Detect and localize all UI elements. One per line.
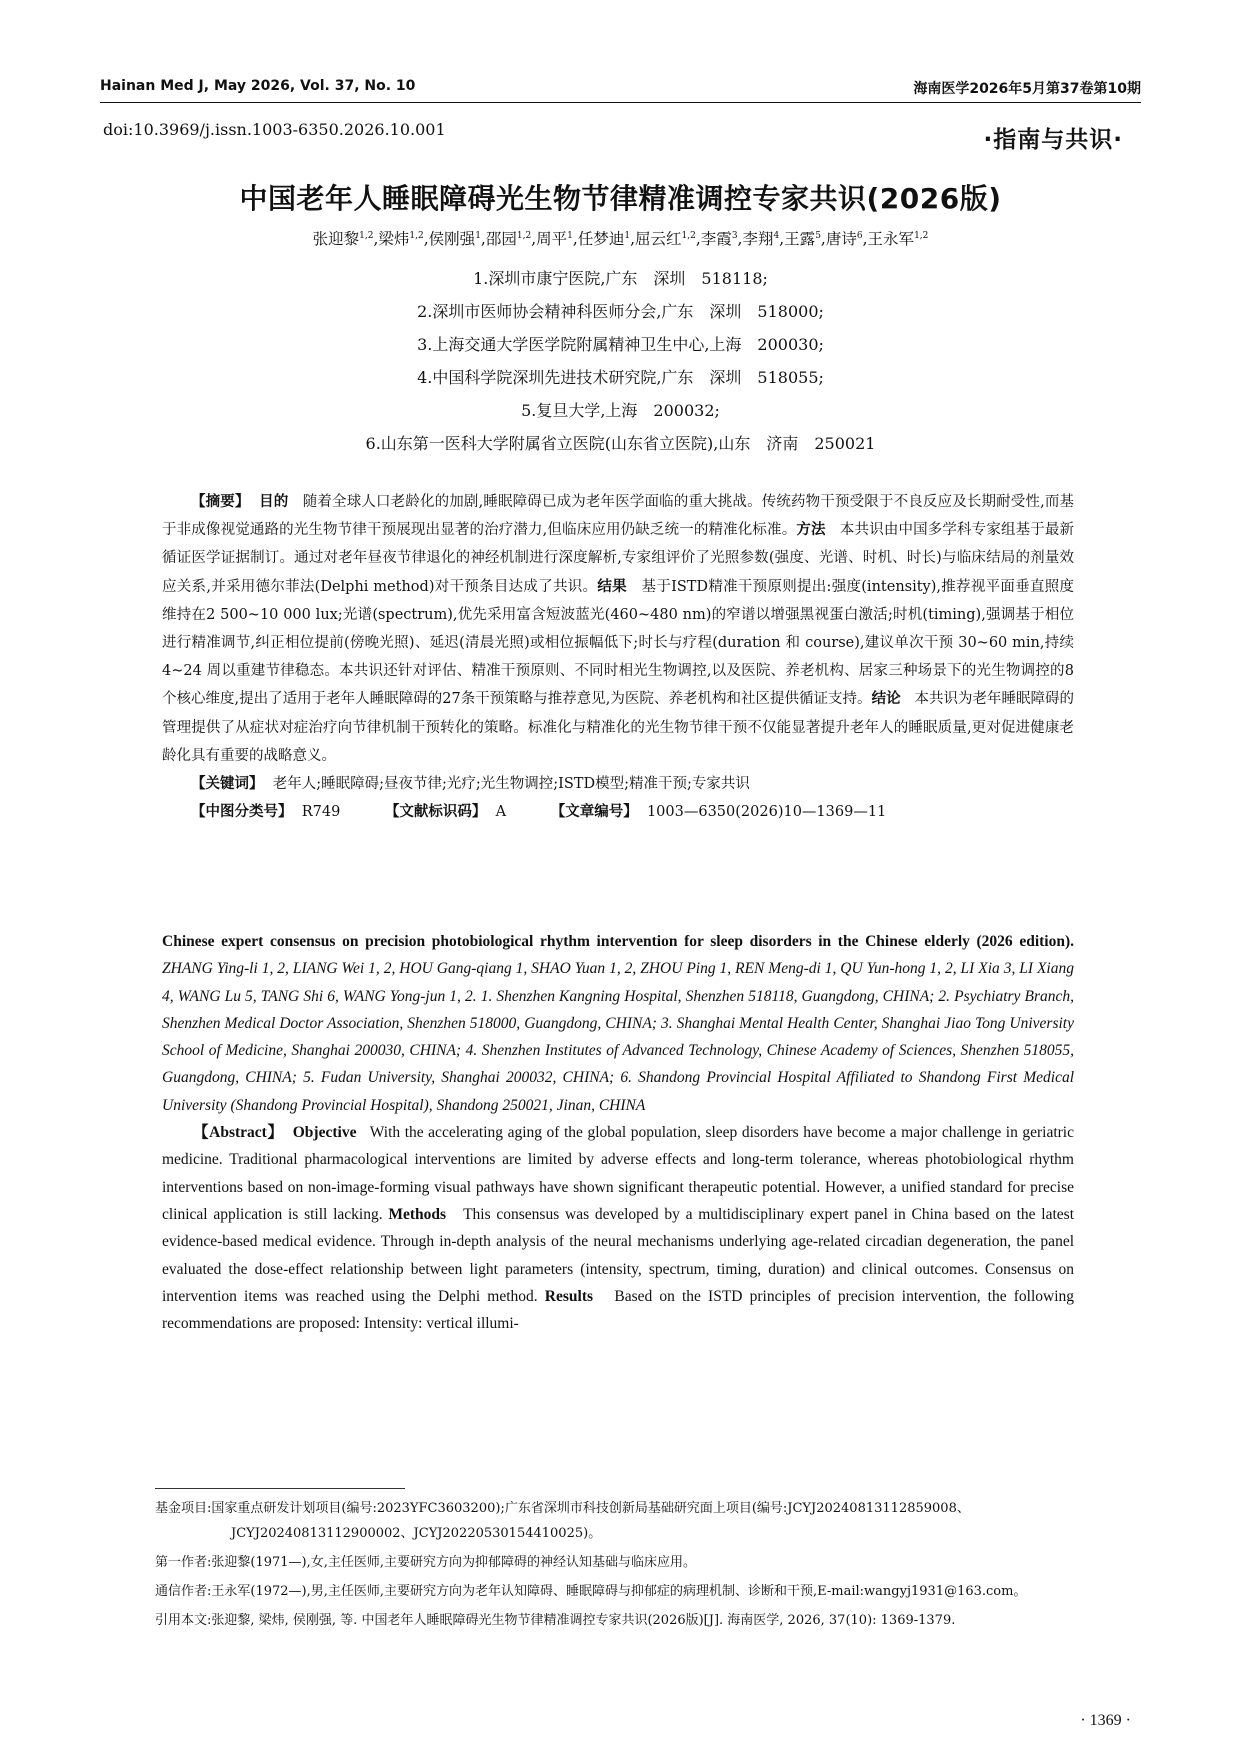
author-name: 邵园 bbox=[485, 230, 517, 249]
author bbox=[826, 230, 863, 248]
running-header bbox=[100, 76, 1141, 103]
footnote-divider bbox=[155, 1488, 405, 1489]
header-journal-cn: 海南医学2026年5月第37卷第10期 bbox=[913, 81, 1141, 97]
author bbox=[429, 230, 481, 248]
author-name: 梁炜 bbox=[378, 230, 410, 249]
en-results-label: Results bbox=[544, 1287, 594, 1305]
author bbox=[313, 230, 374, 248]
author-name: 周平 bbox=[536, 230, 568, 249]
cite-label: 引用本文: bbox=[155, 1613, 212, 1628]
author bbox=[635, 230, 696, 248]
author-name: 张迎黎 bbox=[312, 230, 360, 249]
cn-objective-text: 随着全球人口老龄化的加剧,睡眠障碍已成为老年医学面临的重大挑战。传统药物干预受限于不良反应及长期耐受性,而基于非成像视觉通路的光生物节律干预展现出显著的治疗潜力,但临床应用仍缺乏统一的精准化标准。 bbox=[162, 494, 1075, 539]
article-no-label: 【文章编号】 bbox=[550, 804, 638, 821]
affiliation: 6.山东第一医科大学附属省立医院(山东省立医院),山东 济南 250021 bbox=[365, 434, 876, 453]
en-objective-label: Objective bbox=[292, 1124, 357, 1142]
cn-abstract-body bbox=[162, 488, 1074, 770]
author bbox=[536, 230, 573, 248]
affiliation: 4.中国科学院深圳先进技术研究院,广东 深圳 518055; bbox=[417, 368, 824, 387]
author-affiliation-marker: 4 bbox=[773, 231, 780, 241]
cn-results-text: 基于ISTD精准干预原则提出:强度(intensity),推荐视平面垂直照度维持在2 500~10 000 lux;光谱(spectrum),优先采用富含短波蓝光(460~480 nm)的窄谱以增强黑视蛋白激活;时机(timing),强调基于相位进行精准调节,纠正相位提前(傍晚光照)、延迟(清晨光照)或相位振幅低下;时长与疗程(duration 和 course),建议单次干预 30~60 min,持续 4~24 周以重建节律稳态。本共识还针对评估、精准干预原则、不同时相光生物调控,以及医院、养老机构、居家三种场景下的光生物调控的8个核心维度,提出了适用于老年人睡眠障碍的27条干预策略与推荐意见,为医院、养老机构和社区提供循证支持。 bbox=[162, 578, 1075, 708]
fund-label: 基金项目: bbox=[155, 1501, 212, 1516]
author bbox=[701, 230, 738, 248]
author bbox=[742, 230, 779, 248]
corr-label: 通信作者: bbox=[155, 1584, 212, 1599]
en-methods-label: Methods bbox=[388, 1205, 447, 1223]
footnotes bbox=[155, 1496, 1131, 1637]
en-abstract-label: 【Abstract】 bbox=[193, 1124, 284, 1142]
author-affiliation-marker: 1,2 bbox=[359, 231, 374, 241]
citation-note bbox=[155, 1608, 1131, 1633]
header-journal-en: Hainan Med J, May 2026, Vol. 37, No. 10 bbox=[100, 78, 416, 94]
author-name: 李翔 bbox=[742, 230, 774, 249]
classification-row bbox=[162, 798, 1074, 826]
doi[interactable]: doi:10.3969/j.issn.1003-6350.2026.10.001 bbox=[103, 120, 446, 139]
english-abstract-block bbox=[162, 928, 1074, 1337]
cn-results-label: 结果 bbox=[597, 578, 627, 595]
clc-label: 【中图分类号】 bbox=[191, 804, 293, 821]
author-affiliation-marker: 1,2 bbox=[914, 231, 929, 241]
keywords-text: 老年人;睡眠障碍;昼夜节律;光疗;光生物调控;ISTD模型;精准干预;专家共识 bbox=[272, 776, 750, 793]
en-authors-affiliations: ZHANG Ying-li 1, 2, LIANG Wei 1, 2, HOU Gang-qiang 1, SHAO Yuan 1, 2, ZHOU Ping 1, REN Meng-di 1, QU Yun-hong 1, 2, LI Xia 3, LI Xiang 4, WANG Lu 5, TANG Shi 6, WANG Yong-jun 1, 2. 1. Shenzhen Kangning Hospital, Shenzhen 518118, Guangdong, CHINA; 2. Psychiatry Branch, Shenzhen Medical Doctor Association, Shenzhen 518000, Guangdong, CHINA; 3. Shanghai Mental Health Center, Shanghai Jiao Tong University School of Medicine, Shanghai 200030, CHINA; 4. Shenzhen Institutes of Advanced Technology, Chinese Academy of Sciences, Shenzhen 518055, Guangdong, CHINA; 5. Fudan University, Shanghai 200032, CHINA; 6. Shandong Provincial Hospital Affiliated to Shandong First Medical University (Shandong Provincial Hospital), Shandong 250021, Jinan, CHINA bbox=[162, 960, 1074, 1114]
author-name: 屈云红 bbox=[635, 230, 682, 249]
author-affiliation-marker: 1 bbox=[475, 231, 481, 241]
author-affiliation-marker: 5 bbox=[815, 231, 821, 241]
en-results-text: Based on the ISTD principles of precision intervention, the following recommendations are proposed: Intensity: vertical illumi- bbox=[162, 1287, 1075, 1333]
author-name: 王永军 bbox=[867, 230, 915, 249]
article-no-value: 1003—6350(2026)10—1369—11 bbox=[646, 804, 887, 821]
author-list: 张迎黎$^{1,2}$,梁炜$^{1,2}$,侯刚强$^1$,邵园$^{1,2}$,周平$^1$,任梦迪$^1$,屈云红$^{1,2}$,李霞$^3$,李翔$^4$,王露$^5$,唐诗$^6$,王永军$^{1,2}$ bbox=[312, 230, 929, 249]
section-label: ·指南与共识· bbox=[983, 127, 1123, 153]
author-affiliation-marker: 1 bbox=[624, 231, 631, 241]
corresponding-author-note bbox=[155, 1579, 1131, 1604]
author bbox=[868, 230, 929, 248]
cn-conclusion-text: 本共识为老年睡眠障碍的管理提供了从症状对症治疗向节律机制干预转化的策略。标准化与精准化的光生物节律干预不仅能显著提升老年人的睡眠质量,更对促进健康老龄化具有重要的战略意义。 bbox=[162, 691, 1075, 764]
keywords-label: 【关键词】 bbox=[191, 776, 264, 793]
cn-methods-text: 本共识由中国多学科专家组基于最新循证医学证据制订。通过对老年昼夜节律退化的神经机制进行深度解析,专家组评价了光照参数(强度、光谱、时机、时长)与临床结局的剂量效应关系,并采用德尔菲法(Delphi method)对干预条目达成了共识。 bbox=[162, 522, 1075, 595]
fund-note bbox=[155, 1496, 1131, 1546]
author-name: 李霞 bbox=[700, 230, 732, 249]
author-name: 唐诗 bbox=[825, 230, 857, 249]
chinese-abstract bbox=[162, 488, 1074, 826]
author bbox=[486, 230, 531, 248]
first-author-label: 第一作者: bbox=[155, 1555, 212, 1570]
author-affiliation-marker: 1,2 bbox=[516, 231, 532, 241]
cn-methods-label: 方法 bbox=[796, 522, 826, 539]
cn-conclusion-label: 结论 bbox=[871, 691, 901, 708]
en-objective-text: With the accelerating aging of the global population, sleep disorders have become a major challenge in geriatric medicine. Traditional pharmacological interventions are limited by adverse effects and long-term tolerance, whereas photobiological rhythm interventions based on non-image-forming visual pathways have shown significant therapeutic potential. However, a unified standard for precise clinical application is still lacking. bbox=[162, 1124, 1074, 1223]
author bbox=[378, 230, 423, 248]
doc-code-label: 【文献标识码】 bbox=[384, 804, 487, 821]
author-name: 侯刚强 bbox=[428, 230, 476, 249]
clc-value: R749 bbox=[301, 804, 341, 821]
author-affiliation-marker: 1,2 bbox=[681, 231, 696, 241]
keywords-row bbox=[162, 770, 1074, 798]
fund-text: 国家重点研发计划项目(编号:2023YFC3603200);广东省深圳市科技创新局基础研究面上项目(编号:JCYJ20240813112859008、JCYJ20240813112900002、JCYJ20220530154410025)。 bbox=[211, 1501, 970, 1541]
corr-text[interactable]: 王永军(1972—),男,主任医师,主要研究方向为老年认知障碍、睡眠障碍与抑郁症的病理机制、诊断和干预,E-mail:wangyj1931@163.com。 bbox=[211, 1584, 1027, 1599]
author-affiliation-marker: 3 bbox=[731, 231, 738, 241]
first-author-note bbox=[155, 1550, 1131, 1575]
author-affiliation-marker: 1 bbox=[567, 231, 573, 241]
doc-code-value: A bbox=[495, 804, 507, 821]
cn-objective-label: 目的 bbox=[259, 494, 289, 510]
affiliation: 2.深圳市医师协会精神科医师分会,广东 深圳 518000; bbox=[417, 302, 824, 321]
cn-abstract-label: 【摘要】 bbox=[191, 494, 250, 510]
first-author-text: 张迎黎(1971—),女,主任医师,主要研究方向为抑郁障碍的神经认知基础与临床应用。 bbox=[211, 1555, 697, 1570]
en-abstract-body bbox=[162, 1119, 1074, 1337]
affiliation-list bbox=[100, 262, 1141, 460]
page-number: · 1369 · bbox=[1080, 1712, 1131, 1729]
affiliation: 1.深圳市康宁医院,广东 深圳 518118; bbox=[473, 269, 768, 288]
en-methods-text: This consensus was developed by a multidisciplinary expert panel in China based on the latest evidence-based medical evidence. Through in-depth analysis of the neural mechanisms underlying age-related circadian degeneration, the panel evaluated the dose-effect relationship between light parameters (intensity, spectrum, timing, duration) and clinical outcomes. Consensus on intervention items was reached using the Delphi method. bbox=[162, 1205, 1074, 1305]
author bbox=[578, 230, 630, 248]
author-affiliation-marker: 1,2 bbox=[409, 231, 424, 241]
author bbox=[784, 230, 821, 248]
affiliation: 3.上海交通大学医学院附属精神卫生中心,上海 200030; bbox=[417, 335, 824, 354]
article-title: 中国老年人睡眠障碍光生物节律精准调控专家共识(2026版) bbox=[239, 182, 1002, 215]
en-title-authors bbox=[162, 928, 1074, 1119]
cite-text: 张迎黎, 梁炜, 侯刚强, 等. 中国老年人睡眠障碍光生物节律精准调控专家共识(2026版)[J]. 海南医学, 2026, 37(10): 1369-1379. bbox=[211, 1613, 956, 1628]
author-name: 任梦迪 bbox=[577, 230, 625, 249]
en-title: Chinese expert consensus on precision photobiological rhythm intervention for sleep disorders in the Chinese elderly (2026 edition). bbox=[162, 933, 1074, 950]
affiliation: 5.复旦大学,上海 200032; bbox=[521, 401, 720, 420]
author-name: 王露 bbox=[784, 230, 816, 249]
author-affiliation-marker: 6 bbox=[856, 231, 863, 241]
